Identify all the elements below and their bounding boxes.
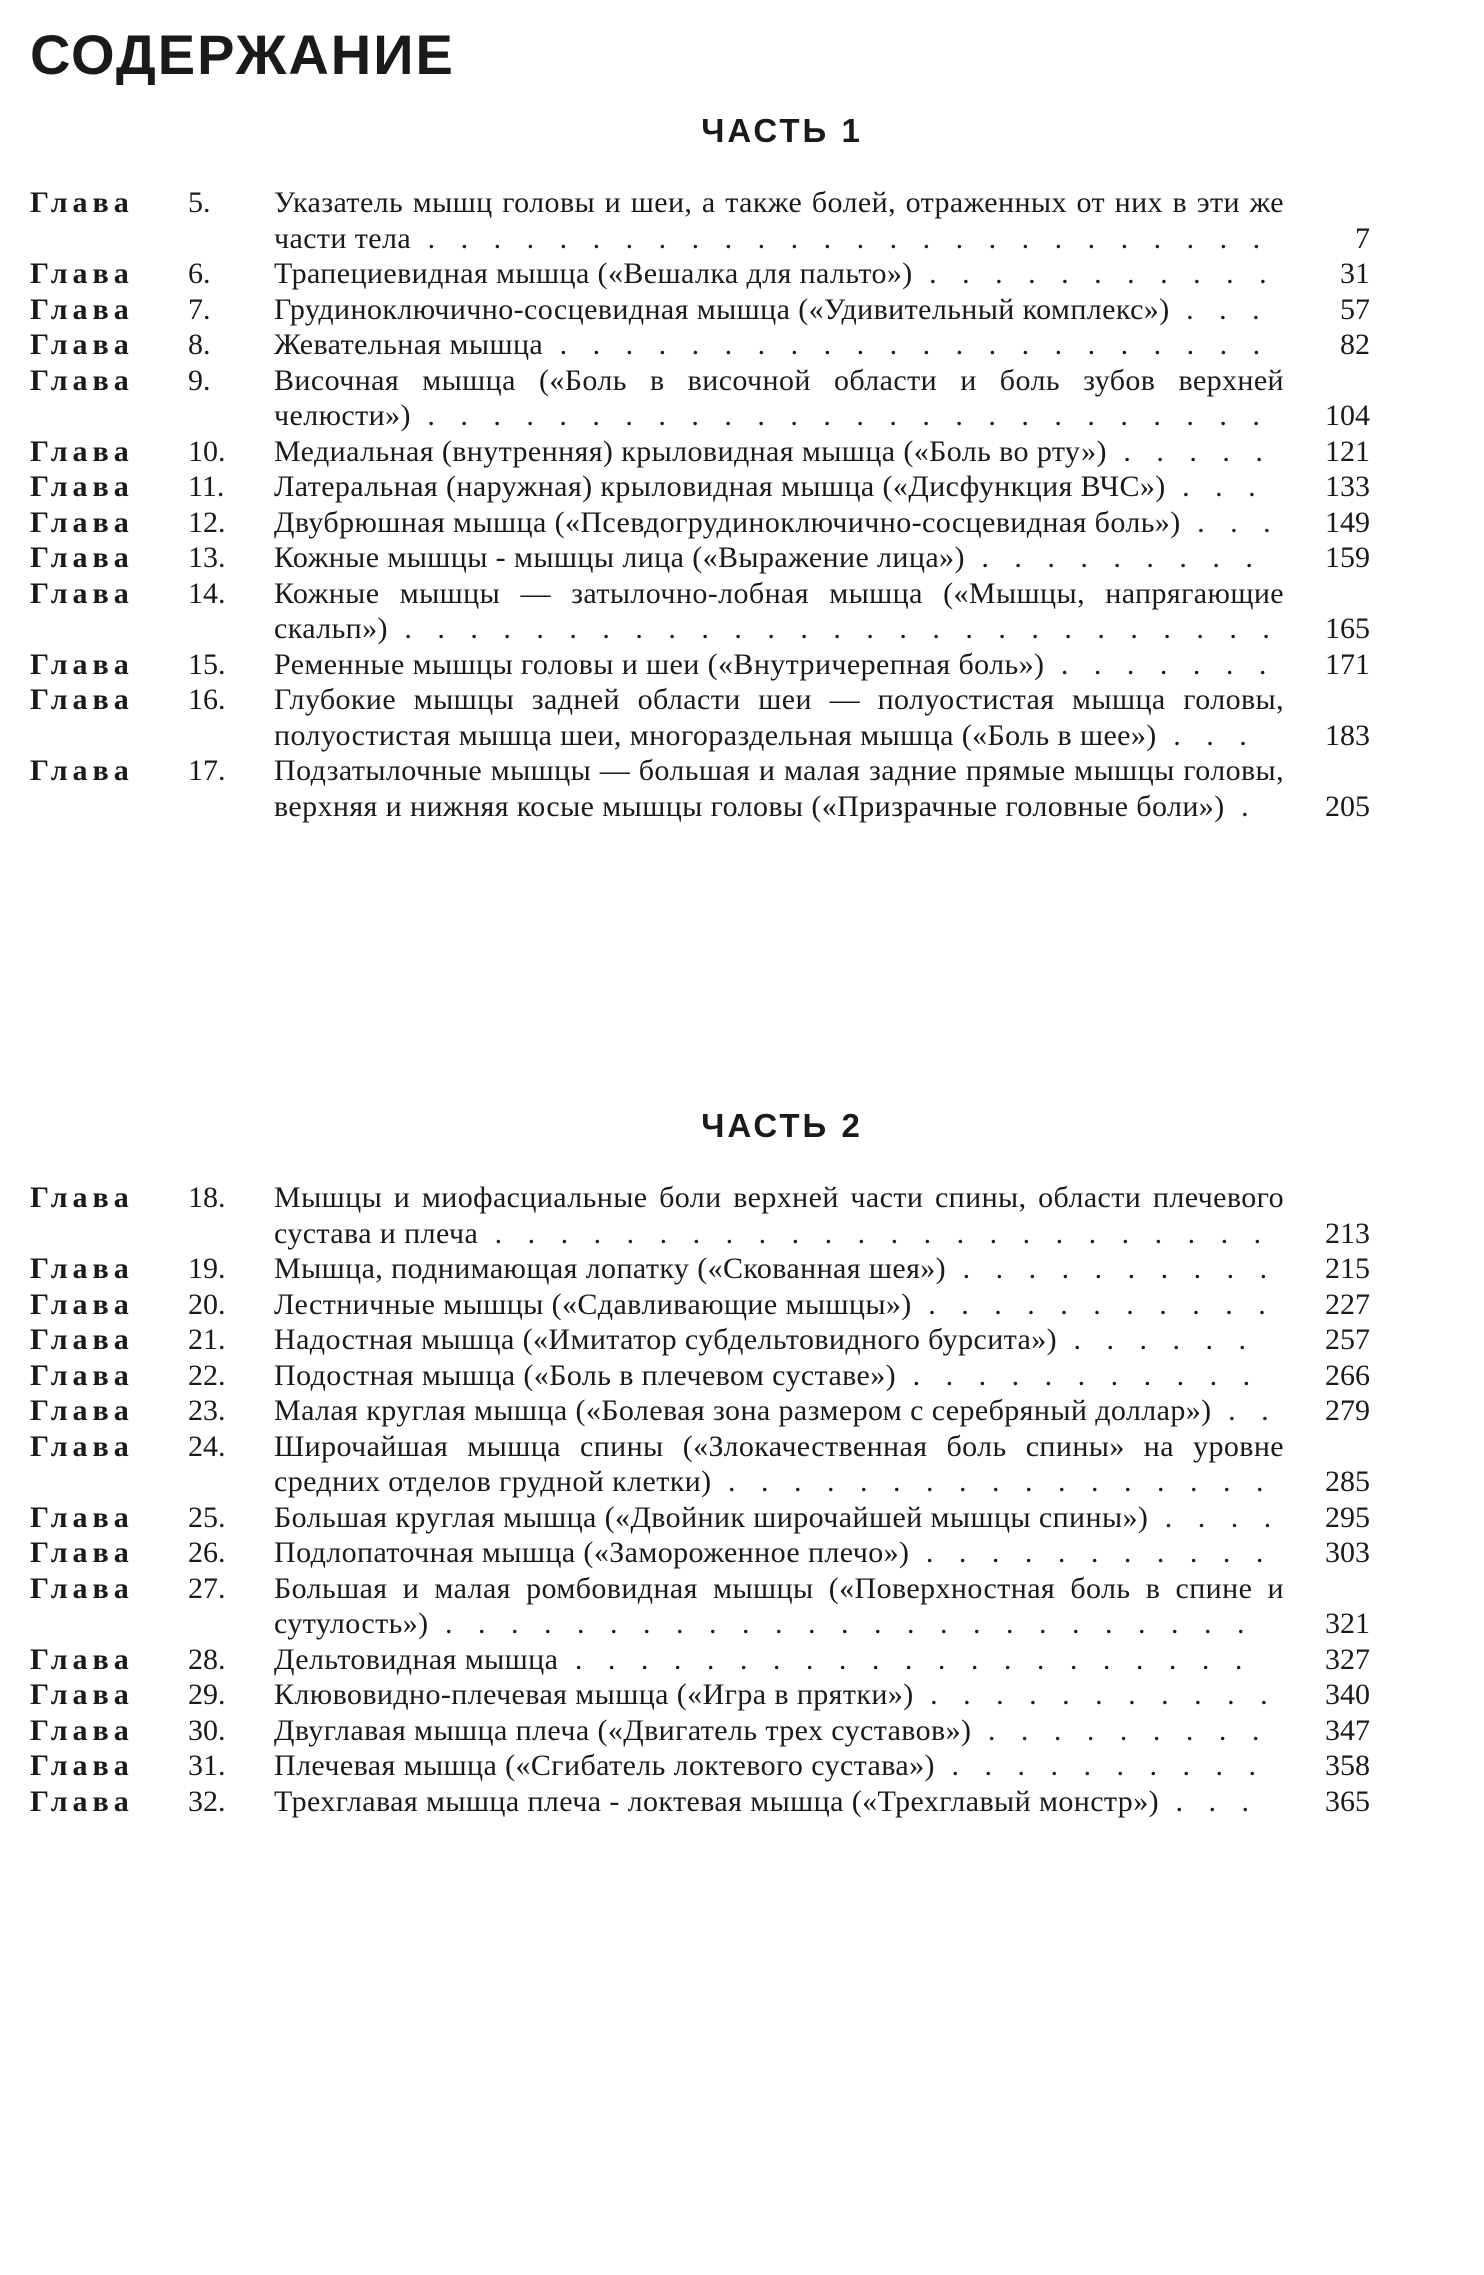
chapter-label: Глава (30, 363, 134, 397)
chapter-page: 149 (1325, 505, 1370, 539)
chapter-label: Глава (30, 1536, 134, 1569)
chapter-number: 6. (188, 257, 211, 290)
chapter-title-block (274, 1571, 1284, 1642)
chapter-page: 295 (1325, 1500, 1370, 1534)
dot-leader: . . . . . . . . . . . (896, 1358, 1260, 1392)
chapter-number: 24. (188, 1429, 226, 1463)
chapter-label: Глава (30, 754, 134, 787)
chapter-page: 121 (1325, 434, 1370, 468)
chapter-label: Глава (30, 470, 134, 503)
chapter-title-block (274, 1251, 1284, 1287)
chapter-page: 213 (1325, 1216, 1370, 1250)
chapter-title-block (274, 1677, 1284, 1713)
chapter-label: Глава (30, 1678, 134, 1711)
dot-leader: . . (1211, 1394, 1278, 1427)
dot-leader: . . . . . . . . . . . (909, 1536, 1273, 1569)
chapter-number: 11. (188, 470, 225, 503)
chapter-page: 7 (1355, 221, 1370, 255)
chapter-page: 183 (1325, 718, 1370, 752)
dot-leader: . . . . . . . . . . (946, 1252, 1277, 1285)
dot-leader: . . . . . . . . . . . . . . . . . . . . . . . . (478, 1216, 1271, 1250)
chapter-title: Кожные мышцы - мышцы лица («Выражение лица») (274, 541, 965, 574)
dot-leader: . . . . . . . . . . . . . . . . . . . . . (558, 1642, 1252, 1676)
chapter-number: 5. (188, 186, 211, 219)
chapter-title-block (274, 505, 1284, 541)
chapter-label: Глава (30, 1358, 134, 1392)
chapter-page: 358 (1325, 1749, 1370, 1782)
dot-leader: . . . . (1148, 1500, 1281, 1534)
toc-entry (30, 363, 1370, 434)
chapter-title-block (274, 1429, 1284, 1500)
dot-leader: . . . . . . . . . . . . . . . . . . . . . . . . . (428, 1607, 1254, 1640)
chapter-number: 9. (188, 363, 211, 397)
chapter-page: 365 (1325, 1784, 1370, 1818)
chapter-label: Глава (30, 328, 134, 361)
toc-entry (30, 576, 1370, 647)
toc-entry (30, 1322, 1370, 1358)
chapter-number: 17. (188, 754, 226, 787)
chapter-number: 27. (188, 1571, 226, 1605)
dot-leader: . . . (1158, 1784, 1258, 1818)
toc-entry (30, 1784, 1370, 1820)
chapter-title: Грудиноключично-сосцевидная мышца («Удивительный комплекс») (274, 292, 1170, 326)
chapter-label: Глава (30, 541, 134, 574)
chapter-number: 30. (188, 1713, 226, 1747)
chapter-title: Медиальная (внутренняя) крыловидная мышца («Боль во рту») (274, 434, 1107, 468)
chapter-page: 104 (1325, 399, 1370, 432)
chapter-label: Глава (30, 292, 134, 326)
chapter-title-block (274, 327, 1284, 363)
toc-entry (30, 1571, 1370, 1642)
chapter-number: 12. (188, 505, 226, 539)
chapter-number: 29. (188, 1678, 226, 1711)
dot-leader: . . . (1165, 470, 1265, 503)
chapter-title-block (274, 469, 1284, 505)
chapter-label: Глава (30, 1500, 134, 1534)
chapter-number: 20. (188, 1287, 226, 1321)
page-title: СОДЕРЖАНИЕ (30, 23, 455, 86)
chapter-title: Малая круглая мышца («Болевая зона размером с серебряный доллар») (274, 1394, 1212, 1427)
dot-leader: . . . . . . . . . . . (911, 1287, 1275, 1321)
chapter-page: 347 (1325, 1713, 1370, 1747)
chapter-number: 10. (188, 434, 226, 468)
chapter-label: Глава (30, 576, 134, 610)
chapter-title-block (274, 1784, 1284, 1820)
chapter-page: 165 (1325, 612, 1370, 645)
chapter-title: Подзатылочные мышцы — большая и малая задние прямые мышцы головы, верхняя и нижняя косые мышцы головы («Призрачные головные боли») (274, 754, 1284, 823)
chapter-page: 215 (1325, 1252, 1370, 1285)
chapter-number: 16. (188, 683, 226, 716)
chapter-number: 7. (188, 292, 211, 326)
chapter-number: 15. (188, 647, 226, 681)
chapter-title: Мышца, поднимающая лопатку («Скованная шея») (274, 1252, 947, 1285)
dot-leader: . . . . . . . . . . . . . . . . . . . . . . (543, 328, 1270, 361)
chapter-label: Глава (30, 1287, 134, 1321)
toc-entry (30, 682, 1370, 753)
chapter-title: Двуглавая мышца плеча («Двигатель трех суставов») (274, 1713, 972, 1747)
chapter-title-block (274, 1500, 1284, 1536)
chapter-label: Глава (30, 647, 134, 681)
chapter-title-block (274, 1713, 1284, 1749)
dot-leader: . . . . . . . (1044, 647, 1276, 681)
chapter-label: Глава (30, 434, 134, 468)
chapter-title: Большая и малая ромбовидная мышцы («Поверхностная боль в спине и сутулость») (274, 1571, 1284, 1640)
chapter-number: 13. (188, 541, 226, 574)
toc-entry (30, 327, 1370, 363)
toc-entry (30, 1287, 1370, 1323)
chapter-label: Глава (30, 1642, 134, 1676)
chapter-number: 28. (188, 1642, 226, 1676)
dot-leader: . . . (1180, 505, 1280, 539)
chapter-title: Трехглавая мышца плеча - локтевая мышца («Трехглавый монстр») (274, 1784, 1159, 1818)
dot-leader: . . . . . . . . . . (934, 1749, 1265, 1782)
chapter-label: Глава (30, 505, 134, 539)
dot-leader: . . . . . . . . . (964, 541, 1262, 574)
toc-part-2 (30, 1180, 1370, 1819)
chapter-title-block (274, 682, 1284, 753)
toc-entry (30, 647, 1370, 683)
chapter-title-block (274, 1287, 1284, 1323)
chapter-page: 257 (1325, 1323, 1370, 1356)
chapter-label: Глава (30, 1394, 134, 1427)
chapter-title: Указатель мышц головы и шеи, а также болей, отраженных от них в эти же части тела (274, 186, 1284, 255)
chapter-title-block (274, 647, 1284, 683)
toc-entry (30, 1642, 1370, 1678)
chapter-title-block (274, 1358, 1284, 1394)
chapter-title: Надостная мышца («Имитатор субдельтовидного бурсита») (274, 1323, 1058, 1356)
chapter-title-block (274, 540, 1284, 576)
chapter-label: Глава (30, 1571, 134, 1605)
chapter-number: 31. (188, 1749, 226, 1782)
chapter-title-block (274, 1535, 1284, 1571)
dot-leader: . . . . . . (1057, 1323, 1256, 1356)
toc-entry (30, 1251, 1370, 1287)
chapter-title-block (274, 576, 1284, 647)
chapter-title: Трапециевидная мышца («Вешалка для пальто») (274, 257, 913, 290)
chapter-title: Большая круглая мышца («Двойник широчайшей мышцы спины») (274, 1500, 1149, 1534)
chapter-title: Кожные мышцы — затылочно-лобная мышца («Мышцы, напрягающие скальп») (274, 576, 1284, 645)
toc-entry (30, 469, 1370, 505)
chapter-page: 31 (1340, 257, 1370, 290)
chapter-label: Глава (30, 1429, 134, 1463)
chapter-label: Глава (30, 1252, 134, 1285)
dot-leader: . . . (1156, 718, 1256, 752)
chapter-title: Височная мышца («Боль в височной области и боль зубов верхней челюсти») (274, 363, 1284, 432)
toc-entry (30, 434, 1370, 470)
chapter-label: Глава (30, 1784, 134, 1818)
dot-leader: . . . . . . . . . . . (913, 1678, 1277, 1711)
chapter-title-block (274, 1748, 1284, 1784)
chapter-title: Ременные мышцы головы и шеи («Внутричерепная боль») (274, 647, 1045, 681)
toc-entry (30, 1180, 1370, 1251)
toc-entry (30, 1748, 1370, 1784)
chapter-page: 266 (1325, 1358, 1370, 1392)
toc-entry (30, 1713, 1370, 1749)
chapter-number: 19. (188, 1252, 226, 1285)
chapter-page: 303 (1325, 1536, 1370, 1569)
chapter-title-block (274, 256, 1284, 292)
chapter-page: 82 (1340, 328, 1370, 361)
chapter-title: Плечевая мышца («Сгибатель локтевого сустава») (274, 1749, 935, 1782)
chapter-label: Глава (30, 186, 134, 219)
chapter-title-block (274, 292, 1284, 328)
chapter-number: 25. (188, 1500, 226, 1534)
chapter-page: 285 (1325, 1465, 1370, 1498)
chapter-page: 340 (1325, 1678, 1370, 1711)
chapter-title-block (274, 1642, 1284, 1678)
toc-entry (30, 1358, 1370, 1394)
chapter-title-block (274, 185, 1284, 256)
toc-entry (30, 1500, 1370, 1536)
chapter-page: 327 (1325, 1642, 1370, 1676)
chapter-number: 14. (188, 576, 226, 610)
dot-leader: . . . (1169, 292, 1269, 326)
toc-entry (30, 1429, 1370, 1500)
dot-leader: . . . . . . . . . . . . . . . . . . . . . . . . . . (411, 221, 1270, 255)
chapter-page: 57 (1340, 292, 1370, 326)
chapter-label: Глава (30, 1749, 134, 1782)
dot-leader: . (1224, 789, 1258, 823)
chapter-title-block (274, 1180, 1284, 1251)
chapter-label: Глава (30, 1181, 134, 1214)
chapter-title: Дельтовидная мышца (274, 1642, 559, 1676)
chapter-title: Клювовидно-плечевая мышца («Игра в прятки») (274, 1678, 914, 1711)
chapter-label: Глава (30, 1713, 134, 1747)
chapter-title-block (274, 363, 1284, 434)
chapter-label: Глава (30, 1323, 134, 1356)
chapter-title: Глубокие мышцы задней области шеи — полуостистая мышца головы, полуостистая мышца шеи, многораздельная мышца («Боль в шее») (274, 683, 1284, 752)
chapter-label: Глава (30, 683, 134, 716)
chapter-number: 21. (188, 1323, 226, 1356)
chapter-title: Жевательная мышца (274, 328, 544, 361)
dot-leader: . . . . . . . . . . . (912, 257, 1276, 290)
chapter-title: Подлопаточная мышца («Замороженное плечо») (274, 1536, 910, 1569)
chapter-number: 22. (188, 1358, 226, 1392)
chapter-page: 205 (1325, 789, 1370, 823)
chapter-title-block (274, 1393, 1284, 1429)
chapter-title: Широчайшая мышца спины («Злокачественная боль спины» на уровне средних отделов грудной клетки) (274, 1429, 1284, 1498)
chapter-number: 32. (188, 1784, 226, 1818)
toc-entry (30, 753, 1370, 824)
chapter-title: Двубрюшная мышца («Псевдогрудиноключично-сосцевидная боль») (274, 505, 1181, 539)
chapter-title: Лестничные мышцы («Сдавливающие мышцы») (274, 1287, 912, 1321)
chapter-title-block (274, 434, 1284, 470)
toc-entry (30, 1393, 1370, 1429)
chapter-page: 171 (1325, 647, 1370, 681)
chapter-page: 279 (1325, 1394, 1370, 1427)
dot-leader: . . . . . (1106, 434, 1272, 468)
toc-entry (30, 292, 1370, 328)
chapter-page: 227 (1325, 1287, 1370, 1321)
chapter-title-block (274, 753, 1284, 824)
chapter-label: Глава (30, 257, 134, 290)
chapter-title: Подостная мышца («Боль в плечевом суставе») (274, 1358, 897, 1392)
toc-entry (30, 256, 1370, 292)
toc-entry (30, 185, 1370, 256)
chapter-title: Латеральная (наружная) крыловидная мышца («Дисфункция ВЧС») (274, 470, 1166, 503)
dot-leader: . . . . . . . . . . . . . . . . . (711, 1465, 1273, 1498)
part-2-heading: ЧАСТЬ 2 (701, 1107, 863, 1144)
dot-leader: . . . . . . . . . . . . . . . . . . . . . . . . . . . (387, 612, 1279, 645)
toc-entry (30, 505, 1370, 541)
dot-leader: . . . . . . . . . . . . . . . . . . . . . . . . . . (410, 399, 1269, 432)
chapter-title-block (274, 1322, 1284, 1358)
chapter-title: Мышцы и миофасциальные боли верхней части спины, области плечевого сустава и плеча (274, 1181, 1284, 1250)
chapter-page: 133 (1325, 470, 1370, 503)
chapter-number: 8. (188, 328, 211, 361)
part-1-heading: ЧАСТЬ 1 (701, 112, 863, 149)
toc-entry (30, 1677, 1370, 1713)
chapter-page: 321 (1325, 1607, 1370, 1640)
chapter-number: 23. (188, 1394, 226, 1427)
chapter-number: 18. (188, 1181, 226, 1214)
toc-entry (30, 1535, 1370, 1571)
toc-entry (30, 540, 1370, 576)
toc-part-1 (30, 185, 1370, 824)
dot-leader: . . . . . . . . . (971, 1713, 1269, 1747)
chapter-page: 159 (1325, 541, 1370, 574)
chapter-number: 26. (188, 1536, 226, 1569)
